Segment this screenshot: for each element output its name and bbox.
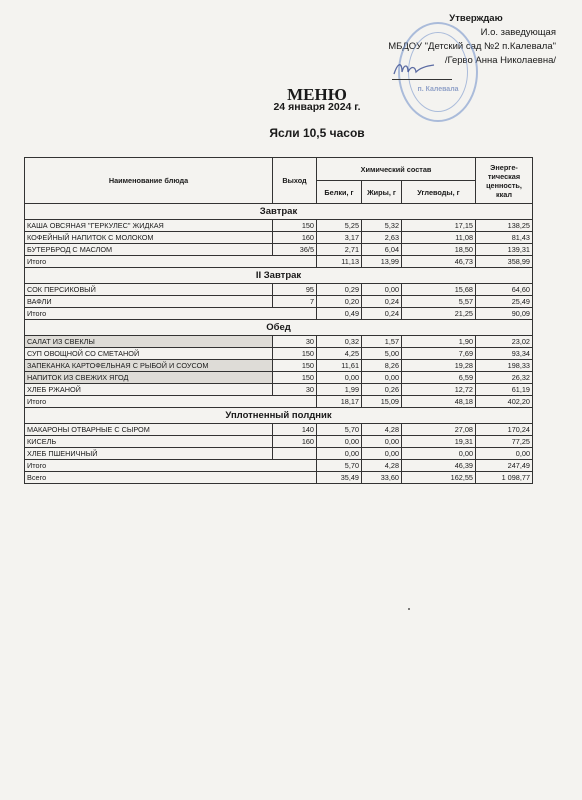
table-row	[25, 448, 533, 460]
dish-fat: 6,04	[362, 244, 402, 256]
dish-output	[273, 448, 317, 460]
grand-total-protein: 35,49	[317, 472, 362, 484]
dish-fat: 0,24	[362, 296, 402, 308]
table-row	[25, 384, 533, 396]
col-header-energy: Энерге-тическая ценность, ккал	[476, 158, 533, 204]
total-label: Итого	[25, 308, 317, 320]
total-fat: 13,99	[362, 256, 402, 268]
dish-energy: 0,00	[476, 448, 533, 460]
dish-name: ВАФЛИ	[25, 296, 273, 308]
grand-total-label: Всего	[25, 472, 317, 484]
dish-name: ЗАПЕКАНКА КАРТОФЕЛЬНАЯ С РЫБОЙ И СОУСОМ	[25, 360, 273, 372]
total-fat: 0,24	[362, 308, 402, 320]
dish-fat: 0,00	[362, 436, 402, 448]
total-fat: 4,28	[362, 460, 402, 472]
dish-name: КАША ОВСЯНАЯ "ГЕРКУЛЕС" ЖИДКАЯ	[25, 220, 273, 232]
dish-energy: 93,34	[476, 348, 533, 360]
dish-carb: 15,68	[402, 284, 476, 296]
total-label: Итого	[25, 256, 317, 268]
dish-energy: 25,49	[476, 296, 533, 308]
dish-carb: 19,31	[402, 436, 476, 448]
dish-carb: 17,15	[402, 220, 476, 232]
dish-carb: 6,59	[402, 372, 476, 384]
group-name: Ясли 10,5 часов	[269, 126, 365, 140]
table-row	[25, 296, 533, 308]
section-header	[25, 408, 533, 424]
dish-carb: 11,08	[402, 232, 476, 244]
dish-fat: 8,26	[362, 360, 402, 372]
scan-speck	[408, 608, 410, 610]
dish-carb: 12,72	[402, 384, 476, 396]
approval-person: /Герво Анна Николаевна/	[444, 55, 556, 66]
dish-name: КИСЕЛЬ	[25, 436, 273, 448]
page-title: МЕНЮ	[287, 85, 347, 104]
dish-protein: 0,32	[317, 336, 362, 348]
dish-output: 140	[273, 424, 317, 436]
total-row	[25, 308, 533, 320]
table-row	[25, 424, 533, 436]
total-carb: 46,39	[402, 460, 476, 472]
table-row	[25, 220, 533, 232]
total-energy: 90,09	[476, 308, 533, 320]
table-row	[25, 360, 533, 372]
dish-protein: 3,17	[317, 232, 362, 244]
total-protein: 5,70	[317, 460, 362, 472]
dish-fat: 0,00	[362, 448, 402, 460]
dish-protein: 0,29	[317, 284, 362, 296]
dish-carb: 1,90	[402, 336, 476, 348]
section-title: Уплотненный полдник	[25, 408, 533, 424]
dish-output: 150	[273, 348, 317, 360]
dish-carb: 5,57	[402, 296, 476, 308]
section-title: Обед	[25, 320, 533, 336]
dish-energy: 81,43	[476, 232, 533, 244]
total-row	[25, 460, 533, 472]
dish-carb: 18,50	[402, 244, 476, 256]
section-title: II Завтрак	[25, 268, 533, 284]
dish-fat: 0,26	[362, 384, 402, 396]
dish-name: ХЛЕБ ПШЕНИЧНЫЙ	[25, 448, 273, 460]
grand-total-energy: 1 098,77	[476, 472, 533, 484]
dish-protein: 0,00	[317, 372, 362, 384]
dish-carb: 0,00	[402, 448, 476, 460]
dish-name: СУП ОВОЩНОЙ СО СМЕТАНОЙ	[25, 348, 273, 360]
dish-output: 95	[273, 284, 317, 296]
total-carb: 21,25	[402, 308, 476, 320]
dish-protein: 0,20	[317, 296, 362, 308]
dish-carb: 27,08	[402, 424, 476, 436]
dish-output: 7	[273, 296, 317, 308]
grand-total-fat: 33,60	[362, 472, 402, 484]
section-header	[25, 320, 533, 336]
dish-output: 150	[273, 360, 317, 372]
dish-carb: 19,28	[402, 360, 476, 372]
dish-carb: 7,69	[402, 348, 476, 360]
total-carb: 46,73	[402, 256, 476, 268]
col-header-output: Выход	[273, 158, 317, 204]
dish-protein: 11,61	[317, 360, 362, 372]
table-row	[25, 244, 533, 256]
section-title: Завтрак	[25, 204, 533, 220]
dish-fat: 4,28	[362, 424, 402, 436]
approval-block	[356, 12, 556, 68]
dish-energy: 23,02	[476, 336, 533, 348]
total-row	[25, 256, 533, 268]
dish-energy: 138,25	[476, 220, 533, 232]
col-header-protein: Белки, г	[317, 181, 362, 204]
col-header-name: Наименование блюда	[25, 158, 273, 204]
table-row	[25, 336, 533, 348]
section-header	[25, 268, 533, 284]
table-row	[25, 372, 533, 384]
table-row	[25, 436, 533, 448]
total-label: Итого	[25, 396, 317, 408]
total-energy: 358,99	[476, 256, 533, 268]
menu-date: 24 января 2024 г.	[273, 101, 361, 113]
dish-energy: 77,25	[476, 436, 533, 448]
dish-protein: 0,00	[317, 448, 362, 460]
dish-output: 160	[273, 232, 317, 244]
dish-protein: 4,25	[317, 348, 362, 360]
dish-name: ХЛЕБ РЖАНОЙ	[25, 384, 273, 396]
menu-body	[25, 204, 533, 484]
col-header-chem: Химический состав	[317, 158, 476, 181]
grand-total-carb: 162,55	[402, 472, 476, 484]
dish-energy: 26,32	[476, 372, 533, 384]
dish-energy: 170,24	[476, 424, 533, 436]
dish-name: НАПИТОК ИЗ СВЕЖИХ ЯГОД	[25, 372, 273, 384]
total-carb: 48,18	[402, 396, 476, 408]
dish-energy: 61,19	[476, 384, 533, 396]
total-row	[25, 396, 533, 408]
total-protein: 11,13	[317, 256, 362, 268]
total-energy: 402,20	[476, 396, 533, 408]
approval-position: И.о. заведующая	[480, 27, 556, 38]
dish-fat: 5,00	[362, 348, 402, 360]
total-energy: 247,49	[476, 460, 533, 472]
dish-energy: 198,33	[476, 360, 533, 372]
approval-institution: МБДОУ "Детский сад №2 п.Калевала"	[388, 41, 556, 52]
table-row	[25, 284, 533, 296]
approval-title: Утверждаю	[449, 13, 503, 24]
total-fat: 15,09	[362, 396, 402, 408]
grand-total-row	[25, 472, 533, 484]
dish-fat: 1,57	[362, 336, 402, 348]
total-protein: 18,17	[317, 396, 362, 408]
dish-name: МАКАРОНЫ ОТВАРНЫЕ С СЫРОМ	[25, 424, 273, 436]
dish-name: САЛАТ ИЗ СВЕКЛЫ	[25, 336, 273, 348]
dish-output: 30	[273, 336, 317, 348]
total-protein: 0,49	[317, 308, 362, 320]
total-label: Итого	[25, 460, 317, 472]
table-row	[25, 232, 533, 244]
dish-name: КОФЕЙНЫЙ НАПИТОК С МОЛОКОМ	[25, 232, 273, 244]
dish-energy: 64,60	[476, 284, 533, 296]
signature-mark	[392, 60, 436, 78]
dish-output: 30	[273, 384, 317, 396]
dish-protein: 5,70	[317, 424, 362, 436]
dish-output: 160	[273, 436, 317, 448]
dish-output: 150	[273, 372, 317, 384]
stamp-text: п. Калевала	[417, 86, 459, 93]
dish-fat: 0,00	[362, 372, 402, 384]
dish-protein: 2,71	[317, 244, 362, 256]
dish-output: 150	[273, 220, 317, 232]
dish-protein: 5,25	[317, 220, 362, 232]
dish-name: БУТЕРБРОД С МАСЛОМ	[25, 244, 273, 256]
dish-protein: 0,00	[317, 436, 362, 448]
dish-fat: 5,32	[362, 220, 402, 232]
dish-output: 36/5	[273, 244, 317, 256]
section-header	[25, 204, 533, 220]
dish-fat: 0,00	[362, 284, 402, 296]
signature-line	[392, 79, 452, 80]
col-header-carb: Углеводы, г	[402, 181, 476, 204]
dish-fat: 2,63	[362, 232, 402, 244]
dish-energy: 139,31	[476, 244, 533, 256]
menu-table	[24, 157, 533, 484]
dish-name: СОК ПЕРСИКОВЫЙ	[25, 284, 273, 296]
table-row	[25, 348, 533, 360]
col-header-fat: Жиры, г	[362, 181, 402, 204]
dish-protein: 1,99	[317, 384, 362, 396]
